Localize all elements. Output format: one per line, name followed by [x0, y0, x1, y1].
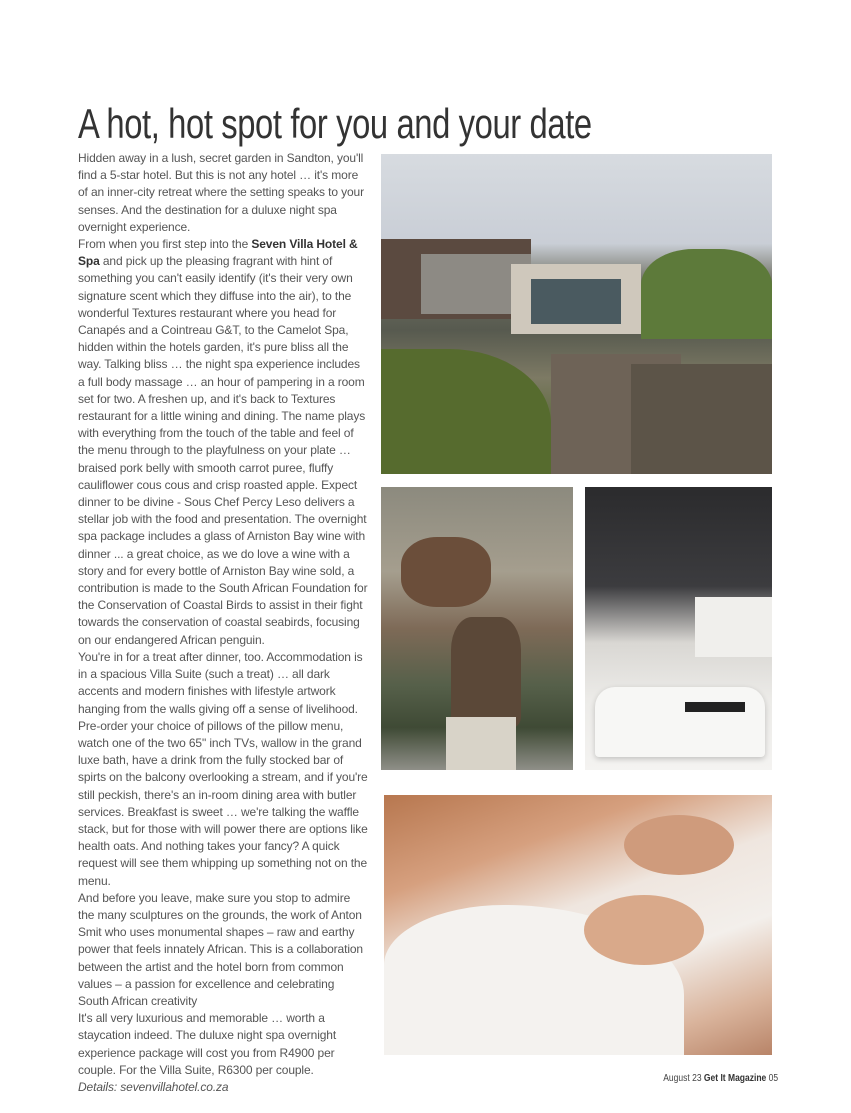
- page-footer: [663, 1073, 778, 1084]
- paragraph-text: and pick up the pleasing fragrant with hint of something you can't easily identify (it's their very own signature scent which they diffuse into the air), to the wonderful Textures restaurant where you head for Canapés and a Cointreau G&T, to the Camelot Spa, hidden within the hotels garden, it's pure bliss all the way. Talking bliss … the night spa experience includes a full body massage … an hour of pampering in a room set for two. A freshen up, and it's back to Textures restaurant for a little wining and dining. The name plays with everything from the touch of the table and feel of the menu through to the playfulness on your plate … braised pork belly with smooth carrot puree, fluffy cauliflower cous cous and crisp roasted apple. Expect dinner to be divine - Sous Chef Percy Leso delivers a stellar job with the food and presentation. The overnight spa package includes a glass of Arniston Bay wine with dinner ... a great choice, as we do love a wine with a story and for every bottle of Arniston Bay wine sold, a contribution is made to the South African Foundation for the Conservation of Coastal Birds to assist in their fight towards the conservation of coastal seabirds, focusing on our endangered African penguin.: [78, 254, 368, 647]
- hotel-exterior-photo: [381, 154, 772, 474]
- page-number: 05: [768, 1073, 778, 1084]
- paragraph-hotel: [78, 236, 368, 649]
- details-link[interactable]: [78, 1079, 368, 1096]
- paragraph-sculptures: And before you leave, make sure you stop to admire the many sculptures on the grounds, the work of Anton Smit who uses monumental shapes – raw and earthy power that feels innately African. This is a collaboration between the artist and the hotel born from common values – a passion for excellence and celebrating South African creativity: [78, 890, 363, 1008]
- hotel-name: Seven Villa Hotel & Spa: [78, 237, 358, 269]
- details-text: Details: sevenvillahotel.co.za: [78, 1079, 229, 1094]
- paragraph-suite: You're in for a treat after dinner, too. Accommodation is in a spacious Villa Suite (such a treat) … all dark accents and modern finishes with lifestyle artwork hanging from the walls giving off a sense of livelihood. Pre-order your choice of pillows of the pillow menu, watch one of the two 65" inch TVs, wallow in the grand luxe bath, have a drink from the fully stocked bar of spirts on the balcony overlooking a stream, and if you're still peckish, there's an in-room dining area with butler services. Breakfast is sweet … we're talking the waffle stack, but for those with will power there are options like health oats. And nothing takes your fancy? A quick request will see them whipping up something not on the menu.: [78, 649, 368, 888]
- article-title: A hot, hot spot for you and your date: [78, 100, 592, 147]
- issue-date: August 23: [663, 1073, 702, 1084]
- magazine-name: Get It Magazine: [703, 1073, 767, 1084]
- spa-massage-photo: [384, 795, 772, 1055]
- paragraph-pricing: It's all very luxurious and memorable … worth a staycation indeed. The duluxe night spa overnight experience package will cost you from R4900 per couple. For the Villa Suite, R6300 per couple.: [78, 1011, 337, 1077]
- paragraph-intro: Hidden away in a lush, secret garden in Sandton, you'll find a 5-star hotel. But this is not any hotel … it's more of an inner-city retreat where the setting speaks to your senses. And the destination for a duluxe night spa overnight experience.: [78, 151, 364, 234]
- paragraph-text: From when you first step into the: [78, 237, 252, 252]
- article-body: [78, 150, 368, 1096]
- suite-bathroom-photo: [585, 487, 772, 770]
- sculpture-photo: [381, 487, 573, 770]
